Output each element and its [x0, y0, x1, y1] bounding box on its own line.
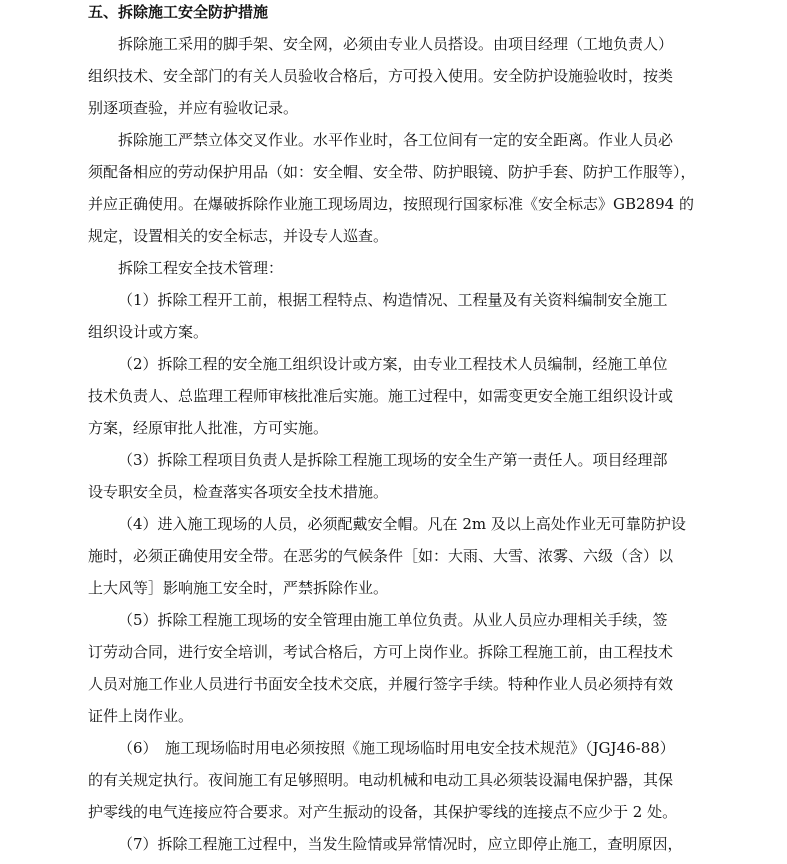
- paragraph-line: 别逐项查验，并应有验收记录。: [88, 99, 299, 117]
- paragraph-line: 规定，设置相关的安全标志，并设专人巡查。: [88, 227, 389, 245]
- paragraph-line: （1）拆除工程开工前，根据工程特点、构造情况、工程量及有关资料编制安全施工: [118, 291, 668, 309]
- paragraph-line: 方案，经原审批人批准，方可实施。: [88, 419, 329, 437]
- paragraph-line: （7）拆除工程施工过程中，当发生险情或异常情况时，应立即停止施工，查明原因，: [118, 835, 683, 853]
- paragraph-line: （4）进入施工现场的人员，必须配戴安全帽。凡在 2m 及以上高处作业无可靠防护设: [118, 515, 686, 533]
- paragraph-line: 拆除施工采用的脚手架、安全网，必须由专业人员搭设。由项目经理（工地负责人）: [118, 35, 674, 53]
- paragraph-line: 组织技术、安全部门的有关人员验收合格后，方可投入使用。安全防护设施验收时，按类: [88, 67, 674, 85]
- paragraph-line: 施时，必须正确使用安全带。在恶劣的气候条件［如：大雨、大雪、浓雾、六级（含）以: [88, 547, 674, 565]
- paragraph-line: （2）拆除工程的安全施工组织设计或方案，由专业工程技术人员编制，经施工单位: [118, 355, 668, 373]
- paragraph-line: 拆除施工严禁立体交叉作业。水平作业时，各工位间有一定的安全距离。作业人员必: [118, 131, 674, 149]
- paragraph-line: （6） 施工现场临时用电必须按照《施工现场临时用电安全技术规范》（JGJ46-88）: [118, 739, 675, 757]
- paragraph-line: 拆除工程安全技术管理：: [118, 259, 284, 277]
- paragraph-line: 护零线的电气连接应符合要求。对产生振动的设备，其保护零线的连接点不应少于 2 处。: [88, 803, 678, 821]
- paragraph-line: 技术负责人、总监理工程师审核批准后实施。施工过程中，如需变更安全施工组织设计或: [88, 387, 674, 405]
- paragraph-line: 设专职安全员，检查落实各项安全技术措施。: [88, 483, 389, 501]
- paragraph-line: 订劳动合同，进行安全培训，考试合格后，方可上岗作业。拆除工程施工前，由工程技术: [88, 643, 674, 661]
- paragraph-line: 组织设计或方案。: [88, 323, 209, 341]
- paragraph-line: 证件上岗作业。: [88, 707, 194, 725]
- paragraph-line: 须配备相应的劳动保护用品（如：安全帽、安全带、防护眼镜、防护手套、防护工作服等），: [88, 163, 696, 181]
- paragraph-line: （3）拆除工程项目负责人是拆除工程施工现场的安全生产第一责任人。项目经理部: [118, 451, 668, 469]
- paragraph-line: 人员对施工作业人员进行书面安全技术交底，并履行签字手续。特种作业人员必须持有效: [88, 675, 674, 693]
- paragraph-line: （5）拆除工程施工现场的安全管理由施工单位负责。从业人员应办理相关手续，签: [118, 611, 668, 629]
- paragraph-line: 上大风等］影响施工安全时，严禁拆除作业。: [88, 579, 389, 597]
- section-heading: 五、拆除施工安全防护措施: [88, 3, 269, 21]
- paragraph-line: 的有关规定执行。夜间施工有足够照明。电动机械和电动工具必须装设漏电保护器，其保: [88, 771, 674, 789]
- paragraph-line: 并应正确使用。在爆破拆除作业施工现场周边，按照现行国家标准《安全标志》GB2894 的: [88, 195, 694, 213]
